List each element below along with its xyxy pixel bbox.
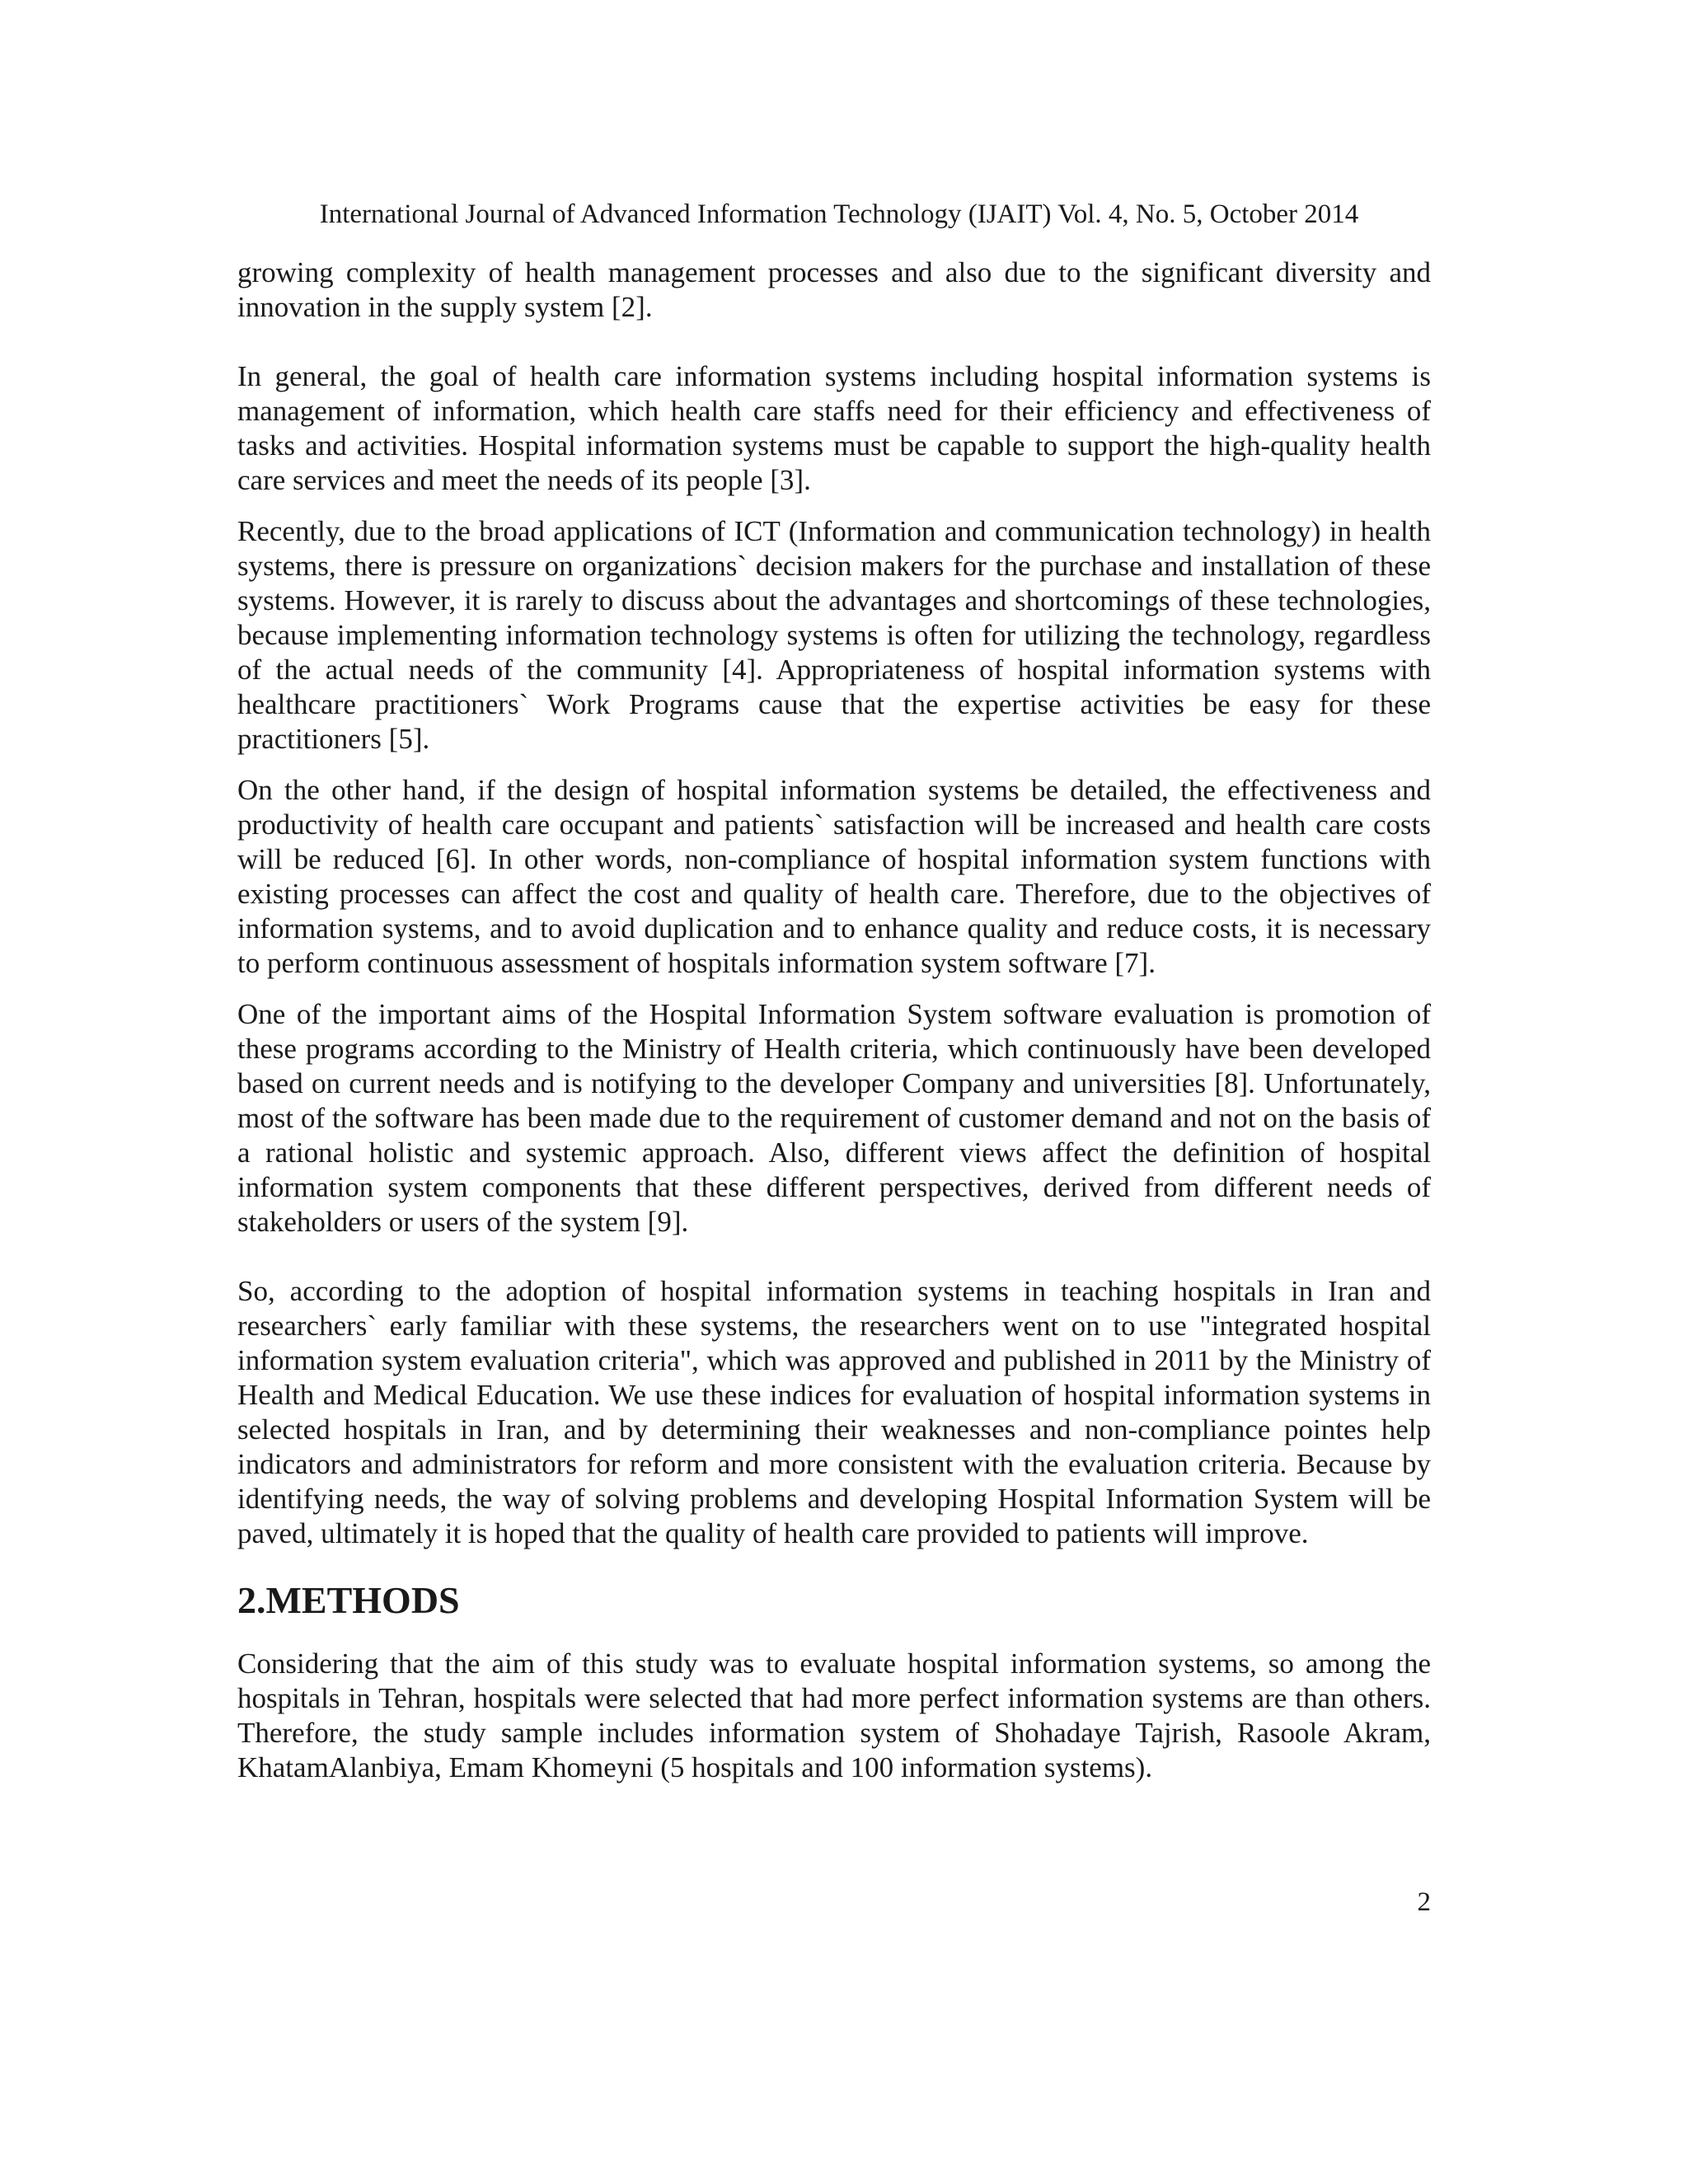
paragraph-ict-applications: Recently, due to the broad applications of ICT (Information and communication technology) in health systems, there is pressure on organizations` decision makers for the purchase and installation of these systems. However, it is rarely to discuss about the advantages and shortcomings of these technologies, because implementing information technology systems is often for utilizing the technology, regardless of the actual needs of the community [4]. Appropriateness of hospital information systems with healthcare practitioners` Work Programs cause that the expertise activities be easy for these practitioners [5]. bbox=[237, 515, 1431, 755]
page-number: 2 bbox=[1417, 1887, 1431, 1917]
body-text bbox=[237, 255, 1431, 1785]
paragraph-goal-of-his: In general, the goal of health care information systems including hospital information systems is management of information, which health care staffs need for their efficiency and effectiveness of tasks and activities. Hospital information systems must be capable to support the high-quality health care services and meet the needs of its people [3]. bbox=[237, 360, 1431, 496]
section-heading-methods: 2.METHODS bbox=[237, 1579, 460, 1621]
running-header: International Journal of Advanced Information Technology (IJAIT) Vol. 4, No. 5, October 2014 bbox=[319, 199, 1359, 229]
paragraph-evaluation-aims: One of the important aims of the Hospital Information System software evaluation is promotion of these programs according to the Ministry of Health criteria, which continuously have been developed based on current needs and is notifying to the developer Company and universities [8]. Unfortunately, most of the software has been made due to the requirement of customer demand and not on the basis of a rational holistic and systemic approach. Also, different views affect the definition of hospital information system components that these different perspectives, derived from different needs of stakeholders or users of the system [9]. bbox=[237, 998, 1431, 1238]
paragraph-design-effectiveness: On the other hand, if the design of hospital information systems be detailed, the effectiveness and productivity of health care occupant and patients` satisfaction will be increased and health care costs will be reduced [6]. In other words, non-compliance of hospital information system functions with existing processes can affect the cost and quality of health care. Therefore, due to the objectives of information systems, and to avoid duplication and to enhance quality and reduce costs, it is necessary to perform continuous assessment of hospitals information system software [7]. bbox=[237, 774, 1431, 979]
paragraph-methods: Considering that the aim of this study was to evaluate hospital information systems, so among the hospitals in Tehran, hospitals were selected that had more perfect information systems are than others. Therefore, the study sample includes information system of Shohadaye Tajrish, Rasoole Akram, KhatamAlanbiya, Emam Khomeyni (5 hospitals and 100 information systems). bbox=[237, 1647, 1431, 1783]
paragraph-continuation: growing complexity of health management processes and also due to the significant diversity and innovation in the supply system [2]. bbox=[237, 256, 1431, 323]
paragraph-adoption-in-iran: So, according to the adoption of hospital information systems in teaching hospitals in Iran and researchers` early familiar with these systems, the researchers went on to use "integrated hospital information system evaluation criteria", which was approved and published in 2011 by the Ministry of Health and Medical Education. We use these indices for evaluation of hospital information systems in selected hospitals in Iran, and by determining their weaknesses and non-compliance pointes help indicators and administrators for reform and more consistent with the evaluation criteria. Because by identifying needs, the way of solving problems and developing Hospital Information System will be paved, ultimately it is hoped that the quality of health care provided to patients will improve. bbox=[237, 1275, 1431, 1549]
